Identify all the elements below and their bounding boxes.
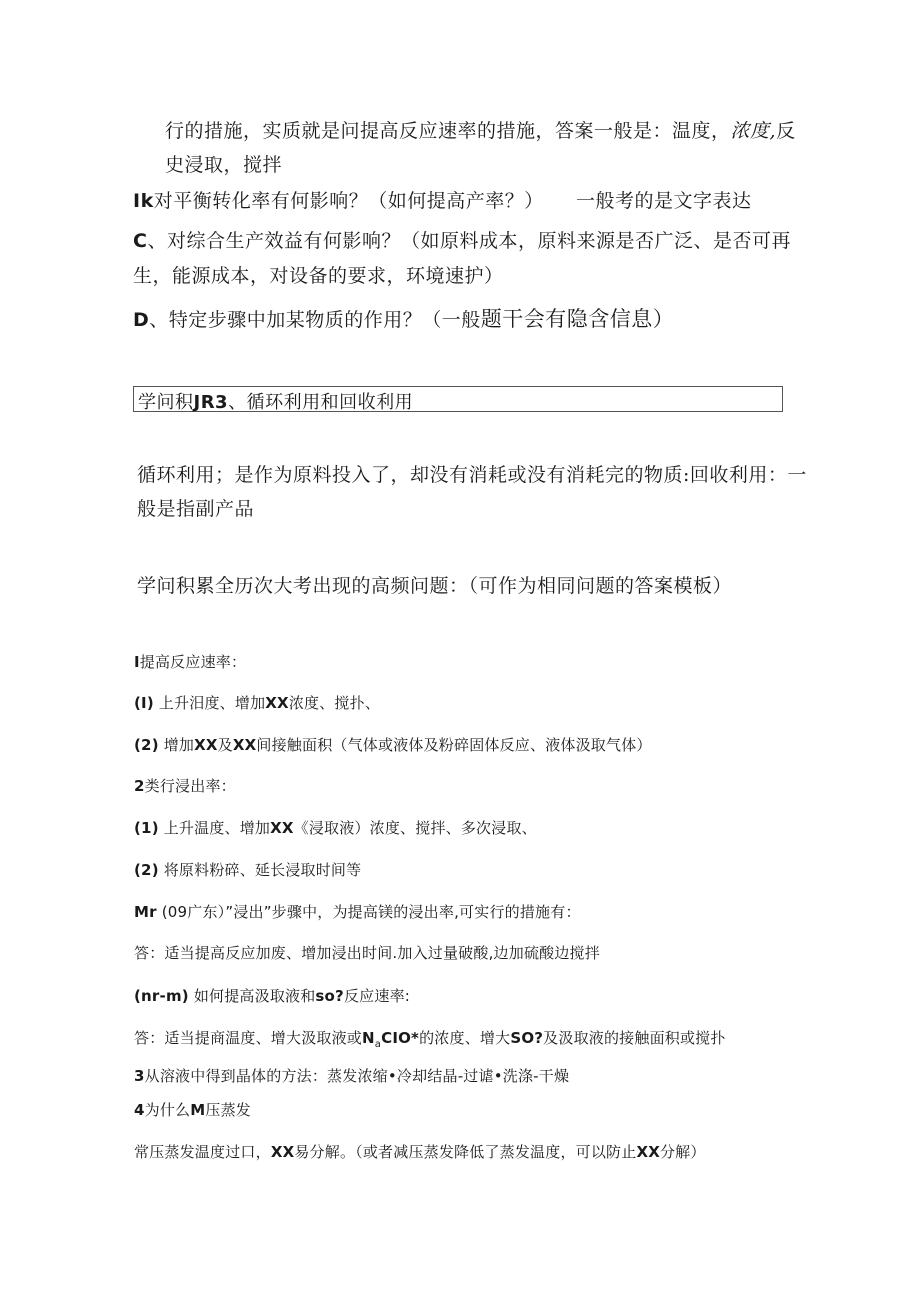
example-1-label: Mr: [134, 903, 157, 921]
example-2-formula: so?: [315, 987, 344, 1005]
example-2-label: (nr-m): [134, 987, 189, 1005]
item-1-2-text-2: 间接触面积（气体或液体及粉碎固体反应、液体汲取气体）: [256, 736, 652, 754]
top-line-1-italic: 浓度,: [730, 120, 777, 142]
example-2-answer-n: N: [362, 1029, 375, 1047]
item-4-text: 为什么: [144, 1101, 191, 1119]
example-1-answer: 答：适当提高反应加废、增加浸出时间.加入过量破酸,边加硫酸边搅拌: [134, 944, 600, 962]
example-2-answer-sub: a: [374, 1039, 382, 1050]
recycle-line-2: 般是指副产品: [137, 498, 255, 520]
item-1-number: I: [134, 653, 140, 671]
example-2-answer-text-3: 及汲取液的接触面积或搅扑: [543, 1029, 726, 1047]
item-1-text: 提高反应速率：: [139, 653, 247, 671]
item-1-2-text: 增加: [163, 736, 195, 754]
example-2-answer-text: 答：适当提商温度、增大汲取液或: [134, 1029, 363, 1047]
example-2-answer-so: SO?: [510, 1029, 544, 1047]
section-3-rest: 、循环利用和回收利用: [228, 392, 414, 413]
item-1-1-xx: XX: [265, 694, 289, 712]
item-1-2-mid: 及: [217, 736, 233, 754]
question-b-note: 一般考的是文字表达: [576, 190, 752, 212]
item-1-1-text-2: 浓度、搅扑、: [288, 694, 381, 712]
item-2-1: [134, 817, 537, 838]
item-1-2-xx-2: XX: [232, 736, 257, 754]
item-1-heading: [134, 651, 246, 672]
item-3-text: 从溶液中得到晶体的方法：蒸发浓缩•冷却结晶-过谑•洗涤-干燥: [144, 1067, 570, 1085]
item-1-1-number: (I): [134, 694, 154, 712]
question-b-text: 对平衡转化率有何影响？（如何提高产率？）: [153, 190, 544, 212]
question-d-label: D: [133, 309, 150, 331]
question-b: [133, 186, 544, 213]
item-3-number: 3: [134, 1067, 145, 1085]
question-b-label: Ik: [133, 190, 154, 212]
summary-heading: 学问积累全历次大考出现的高频问题：（可作为相同问题的答案模板）: [137, 575, 733, 597]
question-d-emphasis: 题干会有隐含信息）: [480, 307, 675, 331]
example-2-text: 如何提高汲取液和: [193, 987, 316, 1005]
question-d: [133, 303, 674, 333]
top-line-1: [165, 116, 796, 143]
example-2-answer: [134, 1027, 726, 1050]
example-2-question: [134, 985, 410, 1006]
item-2-1-number: (1): [134, 819, 159, 837]
item-2-1-text-2: 《浸取液）浓度、搅拌、多次浸取、: [293, 819, 537, 837]
item-2-text: 类行浸出率：: [144, 777, 236, 795]
item-2-2-text: 将原料粉碎、延长浸取时间等: [163, 861, 362, 879]
item-3-heading: [134, 1065, 569, 1086]
last-line: [134, 1141, 706, 1162]
item-1-1-text: 上升汨度、增加: [158, 694, 266, 712]
example-2-answer-text-2: 的浓度、增大: [419, 1029, 511, 1047]
last-line-xx-1: XX: [270, 1143, 295, 1161]
item-1-2: [134, 734, 652, 755]
top-line-2: 史浸取，搅拌: [165, 154, 283, 176]
section-3-title: [138, 388, 413, 414]
last-line-text-2: 易分解。（或者减压蒸发降低了蒸发温度，可以防止: [294, 1143, 637, 1161]
item-2-2-number: (2): [134, 861, 159, 879]
item-4-bold: M: [190, 1101, 206, 1119]
last-line-xx-2: XX: [636, 1143, 660, 1161]
example-1-text: (09广东）”浸出”步骤中，为提高镁的浸出率,可实行的措施有：: [161, 903, 581, 921]
item-2-1-text: 上升温度、增加: [163, 819, 271, 837]
item-2-heading: [134, 775, 236, 796]
section-3-box: [133, 386, 783, 412]
item-4-heading: [134, 1099, 251, 1120]
example-2-answer-clo: CIO*: [381, 1029, 420, 1047]
recycle-line-1: 循环利用；是作为原料投入了，却没有消耗或没有消耗完的物质:回收利用：一: [137, 464, 807, 486]
question-c-text-2: 生，能源成本，对设备的要求，环境速护）: [133, 265, 504, 287]
section-3-prefix: 学问积: [138, 392, 194, 413]
example-2-text-2: 反应速率:: [343, 987, 411, 1005]
question-d-text: 、特定步骤中加某物质的作用？（一般: [149, 309, 481, 331]
top-line-1-end: 反: [776, 120, 796, 142]
last-line-text-3: 分解）: [659, 1143, 706, 1161]
question-c-text-1: 、对综合生产效益有何影响？（如原料成本，原料来源是否广泛、是否可再: [147, 230, 791, 252]
item-2-1-xx: XX: [270, 819, 294, 837]
last-line-text: 常压蒸发温度过口，: [134, 1143, 271, 1161]
item-1-2-number: (2): [134, 736, 159, 754]
example-1-question: [134, 901, 581, 922]
item-4-text-2: 压蒸发: [205, 1101, 251, 1119]
question-c: [133, 226, 791, 253]
top-line-1-text: 行的措施，实质就是问提高反应速率的措施，答案一般是：温度，: [165, 120, 731, 142]
item-1-2-xx-1: XX: [194, 736, 218, 754]
question-c-label: C: [133, 230, 148, 252]
item-4-number: 4: [134, 1101, 145, 1119]
section-3-number: JR3: [193, 392, 229, 413]
item-2-2: [134, 859, 361, 880]
item-2-number: 2: [134, 777, 145, 795]
item-1-1: [134, 692, 380, 713]
